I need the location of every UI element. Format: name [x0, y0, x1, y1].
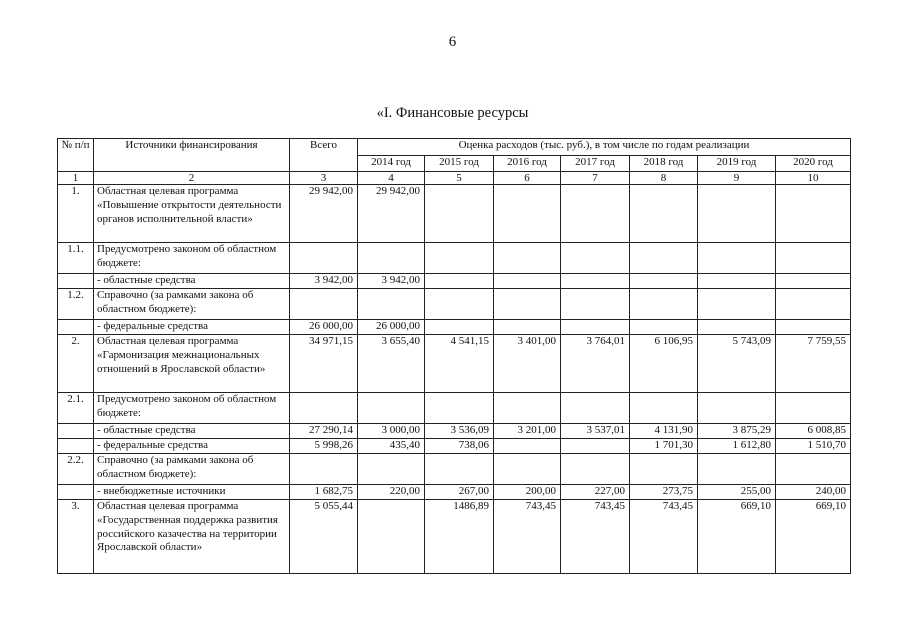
row-year-value: 669,10: [698, 500, 776, 574]
row-year-value: 227,00: [561, 485, 630, 500]
row-year-value: [776, 289, 851, 320]
row-year-value: [494, 454, 561, 485]
row-source: - внебюджетные источники: [94, 485, 290, 500]
row-total: 5 055,44: [290, 500, 358, 574]
row-year-value: [630, 289, 698, 320]
table-row: [58, 439, 851, 454]
row-year-value: [561, 243, 630, 274]
row-year-value: [494, 274, 561, 289]
column-number: 6: [494, 172, 561, 185]
row-index: [58, 320, 94, 335]
header-group: Оценка расходов (тыс. руб.), в том числе по годам реализации: [358, 139, 851, 156]
row-year-value: 1486,89: [425, 500, 494, 574]
header-year: 2018 год: [630, 155, 698, 172]
row-year-value: [561, 320, 630, 335]
row-index: 3.: [58, 500, 94, 574]
row-year-value: [494, 393, 561, 424]
row-year-value: [698, 185, 776, 243]
row-index: 2.1.: [58, 393, 94, 424]
column-number: 8: [630, 172, 698, 185]
row-index: 2.: [58, 335, 94, 393]
row-index: [58, 424, 94, 439]
row-year-value: [358, 243, 425, 274]
row-index: 1.2.: [58, 289, 94, 320]
row-index: [58, 274, 94, 289]
column-number: 4: [358, 172, 425, 185]
row-year-value: 200,00: [494, 485, 561, 500]
row-year-value: [494, 289, 561, 320]
row-year-value: [358, 454, 425, 485]
row-index: [58, 485, 94, 500]
row-year-value: [425, 454, 494, 485]
table-row: [58, 274, 851, 289]
header-year: 2014 год: [358, 155, 425, 172]
row-year-value: 6 106,95: [630, 335, 698, 393]
row-year-value: [630, 320, 698, 335]
row-year-value: [776, 320, 851, 335]
row-year-value: 3 401,00: [494, 335, 561, 393]
financial-resources-table: [57, 138, 851, 574]
row-index: 1.1.: [58, 243, 94, 274]
row-year-value: 738,06: [425, 439, 494, 454]
table-row: [58, 393, 851, 424]
row-year-value: [425, 243, 494, 274]
row-year-value: [630, 185, 698, 243]
row-source: Областная целевая программа «Гармонизация межнациональных отношений в Ярославской области»: [94, 335, 290, 393]
row-source: Справочно (за рамками закона об областном бюджете):: [94, 454, 290, 485]
row-year-value: [561, 393, 630, 424]
row-total: [290, 454, 358, 485]
row-year-value: [425, 274, 494, 289]
row-total: 5 998,26: [290, 439, 358, 454]
row-year-value: [494, 243, 561, 274]
column-number: 1: [58, 172, 94, 185]
row-total: [290, 393, 358, 424]
row-year-value: 743,45: [561, 500, 630, 574]
row-total: [290, 289, 358, 320]
row-year-value: [698, 454, 776, 485]
row-year-value: [561, 274, 630, 289]
header-row-top: [58, 139, 851, 156]
row-source: - областные средства: [94, 424, 290, 439]
row-total: 26 000,00: [290, 320, 358, 335]
row-source: Областная целевая программа «Государственная поддержка развития российского казачества на территории Ярославской области»: [94, 500, 290, 574]
column-number: 5: [425, 172, 494, 185]
table-row: [58, 320, 851, 335]
row-index: [58, 439, 94, 454]
row-total: 3 942,00: [290, 274, 358, 289]
row-year-value: [776, 393, 851, 424]
row-year-value: 1 510,70: [776, 439, 851, 454]
row-source: - федеральные средства: [94, 320, 290, 335]
row-total: 1 682,75: [290, 485, 358, 500]
row-year-value: [630, 274, 698, 289]
row-year-value: [425, 185, 494, 243]
row-year-value: 6 008,85: [776, 424, 851, 439]
row-year-value: 5 743,09: [698, 335, 776, 393]
column-number: 9: [698, 172, 776, 185]
row-year-value: [561, 454, 630, 485]
row-year-value: 435,40: [358, 439, 425, 454]
row-year-value: 743,45: [630, 500, 698, 574]
row-source: Справочно (за рамками закона об областном бюджете):: [94, 289, 290, 320]
row-year-value: 1 612,80: [698, 439, 776, 454]
row-year-value: 4 541,15: [425, 335, 494, 393]
table-body: [58, 185, 851, 574]
row-year-value: [698, 320, 776, 335]
row-year-value: [630, 243, 698, 274]
row-year-value: 3 000,00: [358, 424, 425, 439]
row-year-value: [494, 185, 561, 243]
row-year-value: [776, 454, 851, 485]
row-year-value: 267,00: [425, 485, 494, 500]
row-year-value: [561, 185, 630, 243]
header-year: 2017 год: [561, 155, 630, 172]
table-row: [58, 335, 851, 393]
row-year-value: [776, 185, 851, 243]
row-year-value: [358, 289, 425, 320]
row-year-value: [776, 274, 851, 289]
table-row: [58, 485, 851, 500]
row-year-value: [776, 243, 851, 274]
row-year-value: 3 764,01: [561, 335, 630, 393]
row-year-value: 1 701,30: [630, 439, 698, 454]
row-source: Предусмотрено законом об областном бюджете:: [94, 393, 290, 424]
row-year-value: 4 131,90: [630, 424, 698, 439]
header-num: № п/п: [58, 139, 94, 172]
row-year-value: 220,00: [358, 485, 425, 500]
row-year-value: [561, 289, 630, 320]
row-year-value: 669,10: [776, 500, 851, 574]
row-year-value: [698, 289, 776, 320]
row-index: 2.2.: [58, 454, 94, 485]
header-year: 2020 год: [776, 155, 851, 172]
row-year-value: [698, 274, 776, 289]
row-index: 1.: [58, 185, 94, 243]
header-year: 2019 год: [698, 155, 776, 172]
row-source: Предусмотрено законом об областном бюджете:: [94, 243, 290, 274]
row-year-value: 255,00: [698, 485, 776, 500]
row-year-value: [358, 393, 425, 424]
row-year-value: [494, 439, 561, 454]
row-year-value: 3 536,09: [425, 424, 494, 439]
row-total: 29 942,00: [290, 185, 358, 243]
row-year-value: [425, 320, 494, 335]
row-year-value: [698, 243, 776, 274]
section-title: «I. Финансовые ресурсы: [376, 105, 529, 121]
column-number: 3: [290, 172, 358, 185]
row-year-value: 26 000,00: [358, 320, 425, 335]
row-year-value: [630, 393, 698, 424]
column-number: 10: [776, 172, 851, 185]
page-number: 6: [448, 34, 457, 50]
row-year-value: 743,45: [494, 500, 561, 574]
column-number: 2: [94, 172, 290, 185]
row-year-value: 3 655,40: [358, 335, 425, 393]
header-total: Всего: [290, 139, 358, 172]
row-year-value: [425, 289, 494, 320]
row-total: 27 290,14: [290, 424, 358, 439]
table-row: [58, 454, 851, 485]
table-row: [58, 243, 851, 274]
row-year-value: [494, 320, 561, 335]
row-year-value: 273,75: [630, 485, 698, 500]
row-year-value: 3 537,01: [561, 424, 630, 439]
row-year-value: [698, 393, 776, 424]
row-year-value: 7 759,55: [776, 335, 851, 393]
table-row: [58, 185, 851, 243]
row-year-value: [630, 454, 698, 485]
row-year-value: [425, 393, 494, 424]
table-row: [58, 500, 851, 574]
header-source: Источники финансирования: [94, 139, 290, 172]
row-year-value: 29 942,00: [358, 185, 425, 243]
row-year-value: [561, 439, 630, 454]
column-number: 7: [561, 172, 630, 185]
header-year: 2016 год: [494, 155, 561, 172]
row-source: - областные средства: [94, 274, 290, 289]
table-row: [58, 289, 851, 320]
row-year-value: 3 875,29: [698, 424, 776, 439]
row-year-value: 240,00: [776, 485, 851, 500]
row-year-value: [358, 500, 425, 574]
row-source: Областная целевая программа «Повышение открытости деятельности органов исполнительной власти»: [94, 185, 290, 243]
row-year-value: 3 942,00: [358, 274, 425, 289]
column-numbers-row: [58, 172, 851, 185]
row-source: - федеральные средства: [94, 439, 290, 454]
row-year-value: 3 201,00: [494, 424, 561, 439]
header-year: 2015 год: [425, 155, 494, 172]
row-total: 34 971,15: [290, 335, 358, 393]
table-row: [58, 424, 851, 439]
row-total: [290, 243, 358, 274]
